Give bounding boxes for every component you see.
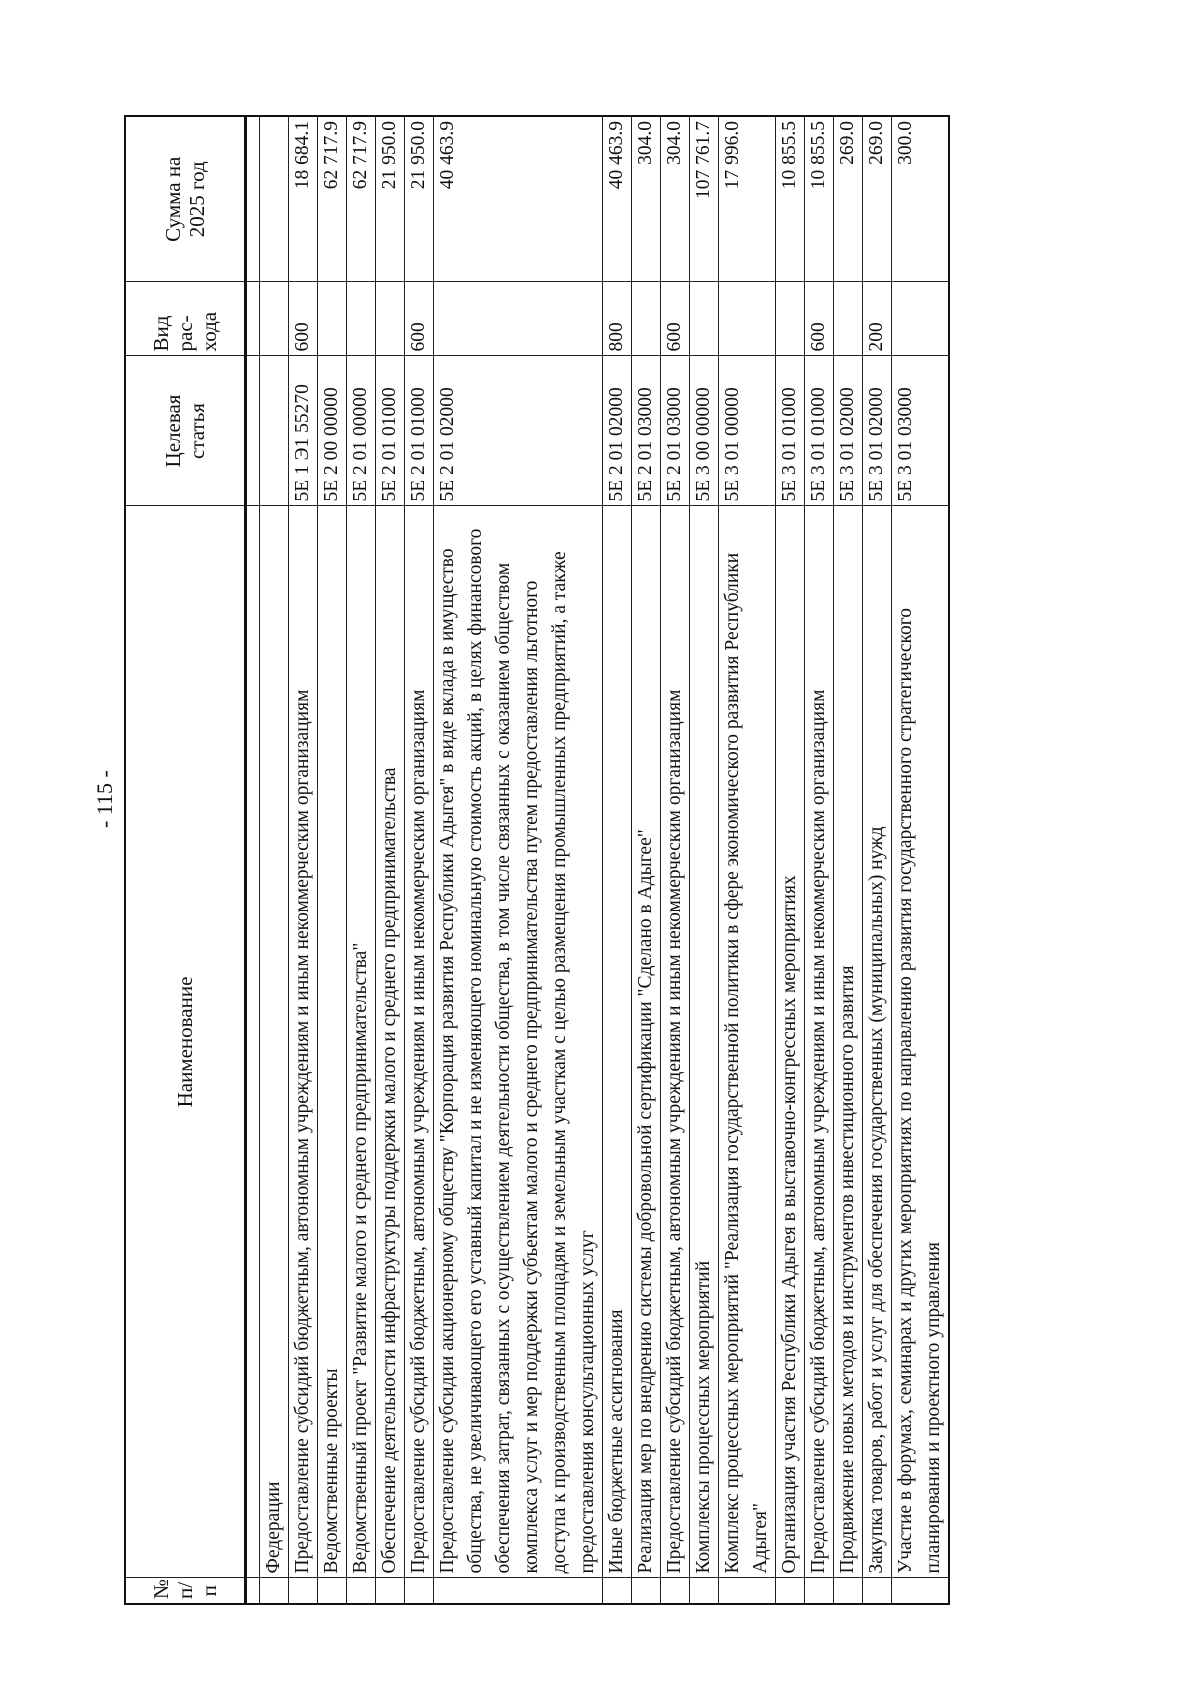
cell-expense-type [246, 282, 260, 356]
cell-number [805, 1578, 834, 1604]
cell-number [834, 1578, 863, 1604]
table-row [892, 116, 950, 1604]
cell-target-article [246, 356, 260, 506]
cell-number [719, 1578, 776, 1604]
cell-target-article: 5Е 2 01 00000 [347, 356, 376, 506]
cell-target-article: 5Е 2 01 03000 [632, 356, 661, 506]
header-target-article: Целевая статья [125, 356, 246, 506]
cell-name: Предоставление субсидии акционерному обществу "Корпорация развития Республики Адыгея" в виде вклада в имущество общества, не увеличивающего его уставный капитал и не изменяющего номинальную стоимость акций, в целях финансового обеспечения затрат, связанных с осуществлением деятельности общества, в том числе связанных с оказанием обществом комплекса услуг и мер поддержки субъектам малого и среднего предпринимательства путем предоставления льготного доступа к производственным площадям и земельным участкам с целью размещения промышленных предприятий, а также предоставления консультационных услуг [434, 506, 603, 1578]
table-row [260, 116, 289, 1604]
cell-amount: 304.0 [661, 116, 690, 282]
table-body [246, 116, 950, 1604]
cell-expense-type [376, 282, 405, 356]
page-number: - 115 - [92, 770, 117, 828]
cell-amount: 304.0 [632, 116, 661, 282]
table-row [603, 116, 632, 1604]
header-expense-type: Вид рас- хода [125, 282, 246, 356]
cell-expense-type [834, 282, 863, 356]
cell-name: Ведомственный проект "Развитие малого и среднего предпринимательства" [347, 506, 376, 1578]
table-row [719, 116, 776, 1604]
cell-name: Предоставление субсидий бюджетным, автономным учреждениям и иным некоммерческим организациям [405, 506, 434, 1578]
header-amount-2025: Сумма на 2025 год [125, 116, 246, 282]
cell-expense-type: 600 [405, 282, 434, 356]
cell-target-article: 5Е 1 Э1 55270 [289, 356, 318, 506]
cell-expense-type: 600 [661, 282, 690, 356]
cell-target-article: 5Е 3 01 02000 [863, 356, 892, 506]
table-row [318, 116, 347, 1604]
header-row [125, 116, 246, 1604]
cell-name: Комплекс процессных мероприятий "Реализация государственной политики в сфере экономического развития Республики Адыгея" [719, 506, 776, 1578]
cell-number [318, 1578, 347, 1604]
cell-target-article [260, 356, 289, 506]
cell-name: Предоставление субсидий бюджетным, автономным учреждениям и иным некоммерческим организациям [805, 506, 834, 1578]
header-name: Наименование [125, 506, 246, 1578]
cell-name [246, 506, 260, 1578]
cell-amount: 18 684.1 [289, 116, 318, 282]
cell-target-article: 5Е 2 01 02000 [603, 356, 632, 506]
cell-number [434, 1578, 603, 1604]
cell-target-article: 5Е 3 01 01000 [805, 356, 834, 506]
cell-number [405, 1578, 434, 1604]
cell-expense-type [260, 282, 289, 356]
table-row [405, 116, 434, 1604]
cell-number [376, 1578, 405, 1604]
cell-target-article: 5Е 3 01 03000 [892, 356, 950, 506]
cell-target-article: 5Е 2 01 02000 [434, 356, 603, 506]
cell-amount: 10 855.5 [776, 116, 805, 282]
table-row [805, 116, 834, 1604]
cell-number [892, 1578, 950, 1604]
cell-name: Обеспечение деятельности инфраструктуры поддержки малого и среднего предпринимательства [376, 506, 405, 1578]
cell-target-article: 5Е 3 01 01000 [776, 356, 805, 506]
cell-expense-type: 600 [289, 282, 318, 356]
cell-target-article: 5Е 3 01 00000 [719, 356, 776, 506]
cell-name: Участие в форумах, семинарах и других мероприятиях по направлению развития государственного стратегического планирования и проектного управления [892, 506, 950, 1578]
cell-name: Реализация мер по внедрению системы добровольной сертификации "Сделано в Адыгее" [632, 506, 661, 1578]
cell-amount: 17 996.0 [719, 116, 776, 282]
cell-expense-type [776, 282, 805, 356]
cell-number [347, 1578, 376, 1604]
cell-number [632, 1578, 661, 1604]
cell-amount: 62 717.9 [318, 116, 347, 282]
header-number: № п/п [125, 1578, 246, 1604]
cell-name: Закупка товаров, работ и услуг для обеспечения государственных (муниципальных) нужд [863, 506, 892, 1578]
table-row [632, 116, 661, 1604]
table-row [661, 116, 690, 1604]
cell-expense-type: 200 [863, 282, 892, 356]
cell-number [690, 1578, 719, 1604]
cell-expense-type [434, 282, 603, 356]
cell-amount: 40 463.9 [434, 116, 603, 282]
table-row [434, 116, 603, 1604]
cell-expense-type: 800 [603, 282, 632, 356]
table-row [690, 116, 719, 1604]
budget-allocation-table [124, 115, 950, 1605]
cell-target-article: 5Е 3 01 02000 [834, 356, 863, 506]
cell-name: Комплексы процессных мероприятий [690, 506, 719, 1578]
cell-target-article: 5Е 2 00 00000 [318, 356, 347, 506]
cell-amount: 40 463.9 [603, 116, 632, 282]
cell-target-article: 5Е 2 01 01000 [405, 356, 434, 506]
cell-number [289, 1578, 318, 1604]
table-row [347, 116, 376, 1604]
cell-amount: 269.0 [863, 116, 892, 282]
cell-name: Ведомственные проекты [318, 506, 347, 1578]
cell-name: Предоставление субсидий бюджетным, автономным учреждениям и иным некоммерческим организациям [661, 506, 690, 1578]
cell-number [246, 1578, 260, 1604]
cell-amount: 21 950.0 [405, 116, 434, 282]
table-row [376, 116, 405, 1604]
cell-expense-type [347, 282, 376, 356]
cell-expense-type [892, 282, 950, 356]
cell-target-article: 5Е 3 00 00000 [690, 356, 719, 506]
table-row [834, 116, 863, 1604]
cell-expense-type [318, 282, 347, 356]
cell-name: Предоставление субсидий бюджетным, автономным учреждениям и иным некоммерческим организациям [289, 506, 318, 1578]
cell-name: Иные бюджетные ассигнования [603, 506, 632, 1578]
cell-amount: 269.0 [834, 116, 863, 282]
cell-number [260, 1578, 289, 1604]
table-row [289, 116, 318, 1604]
cell-number [603, 1578, 632, 1604]
cell-name: Продвижение новых методов и инструментов инвестиционного развития [834, 506, 863, 1578]
cell-amount: 300.0 [892, 116, 950, 282]
cell-name: Организация участия Республики Адыгея в выставочно-конгрессных мероприятиях [776, 506, 805, 1578]
table-row [246, 116, 260, 1604]
cell-amount [246, 116, 260, 282]
cell-amount: 21 950.0 [376, 116, 405, 282]
table-row [776, 116, 805, 1604]
cell-amount: 10 855.5 [805, 116, 834, 282]
cell-expense-type: 600 [805, 282, 834, 356]
cell-amount: 107 761.7 [690, 116, 719, 282]
table-row [863, 116, 892, 1604]
cell-amount: 62 717.9 [347, 116, 376, 282]
cell-target-article: 5Е 2 01 01000 [376, 356, 405, 506]
cell-number [776, 1578, 805, 1604]
cell-amount [260, 116, 289, 282]
cell-expense-type [632, 282, 661, 356]
cell-expense-type [690, 282, 719, 356]
cell-number [863, 1578, 892, 1604]
cell-number [661, 1578, 690, 1604]
rotated-page-content [124, 117, 1075, 1605]
table-header [125, 116, 246, 1604]
cell-expense-type [719, 282, 776, 356]
cell-target-article: 5Е 2 01 03000 [661, 356, 690, 506]
cell-name: Федерации [260, 506, 289, 1578]
